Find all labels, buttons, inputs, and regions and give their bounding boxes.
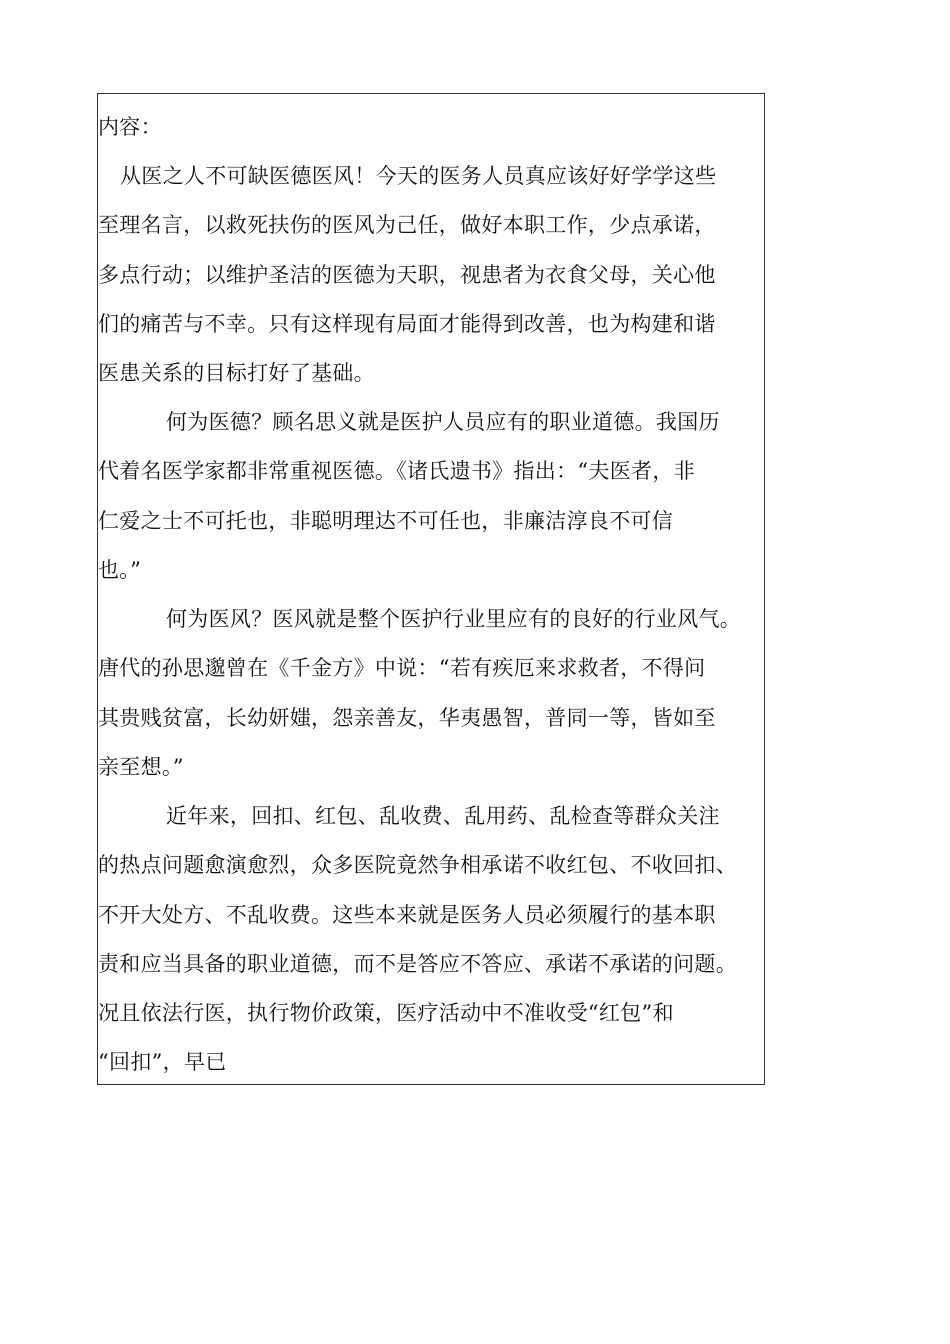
paragraph-line: 亲至想。” [98,755,184,779]
paragraph-line: 仁爱之士不可托也，非聪明理达不可任也，非廉洁淳良不可信 [98,509,674,533]
paragraph-line: 近年来，回扣、红包、乱收费、乱用药、乱检查等群众关注 [166,804,720,828]
paragraph-line: 医患关系的目标打好了基础。 [98,361,375,385]
content-table-cell [97,93,765,1085]
paragraph-line: 唐代的孙思邈曾在《千金方》中说：“若有疾厄来求救者，不得问 [98,656,706,680]
paragraph-line: 不开大处方、不乱收费。这些本来就是医务人员必须履行的基本职 [98,903,716,927]
paragraph-line: 何为医风？医风就是整个医护行业里应有的良好的行业风气。 [166,607,742,631]
paragraph-line: 的热点问题愈演愈烈，众多医院竟然争相承诺不收红包、不收回扣、 [98,853,737,877]
paragraph-line: 况且依法行医，执行物价政策，医疗活动中不准收受“红包”和 [98,1001,674,1025]
paragraph-line: 们的痛苦与不幸。只有这样现有局面才能得到改善，也为构建和谐 [98,312,716,336]
paragraph-line: “回扣”，早已 [98,1050,227,1074]
paragraph-line: 何为医德？顾名思义就是医护人员应有的职业道德。我国历 [166,410,720,434]
paragraph-line: 从医之人不可缺医德医风！今天的医务人员真应该好好学学这些 [120,164,717,188]
paragraph-line: 也。” [98,558,142,582]
paragraph-line: 责和应当具备的职业道德，而不是答应不答应、承诺不承诺的问题。 [98,952,737,976]
paragraph-line: 代着名医学家都非常重视医德。《诸氏遗书》指出：“夫医者，非 [98,459,695,483]
content-heading: 内容： [98,115,162,139]
paragraph-line: 至理名言，以救死扶伤的医风为己任，做好本职工作，少点承诺， [98,213,716,237]
paragraph-line: 其贵贱贫富，长幼妍媸，怨亲善友，华夷愚智，普同一等，皆如至 [98,706,716,730]
paragraph-line: 多点行动；以维护圣洁的医德为天职，视患者为衣食父母，关心他 [98,263,716,287]
